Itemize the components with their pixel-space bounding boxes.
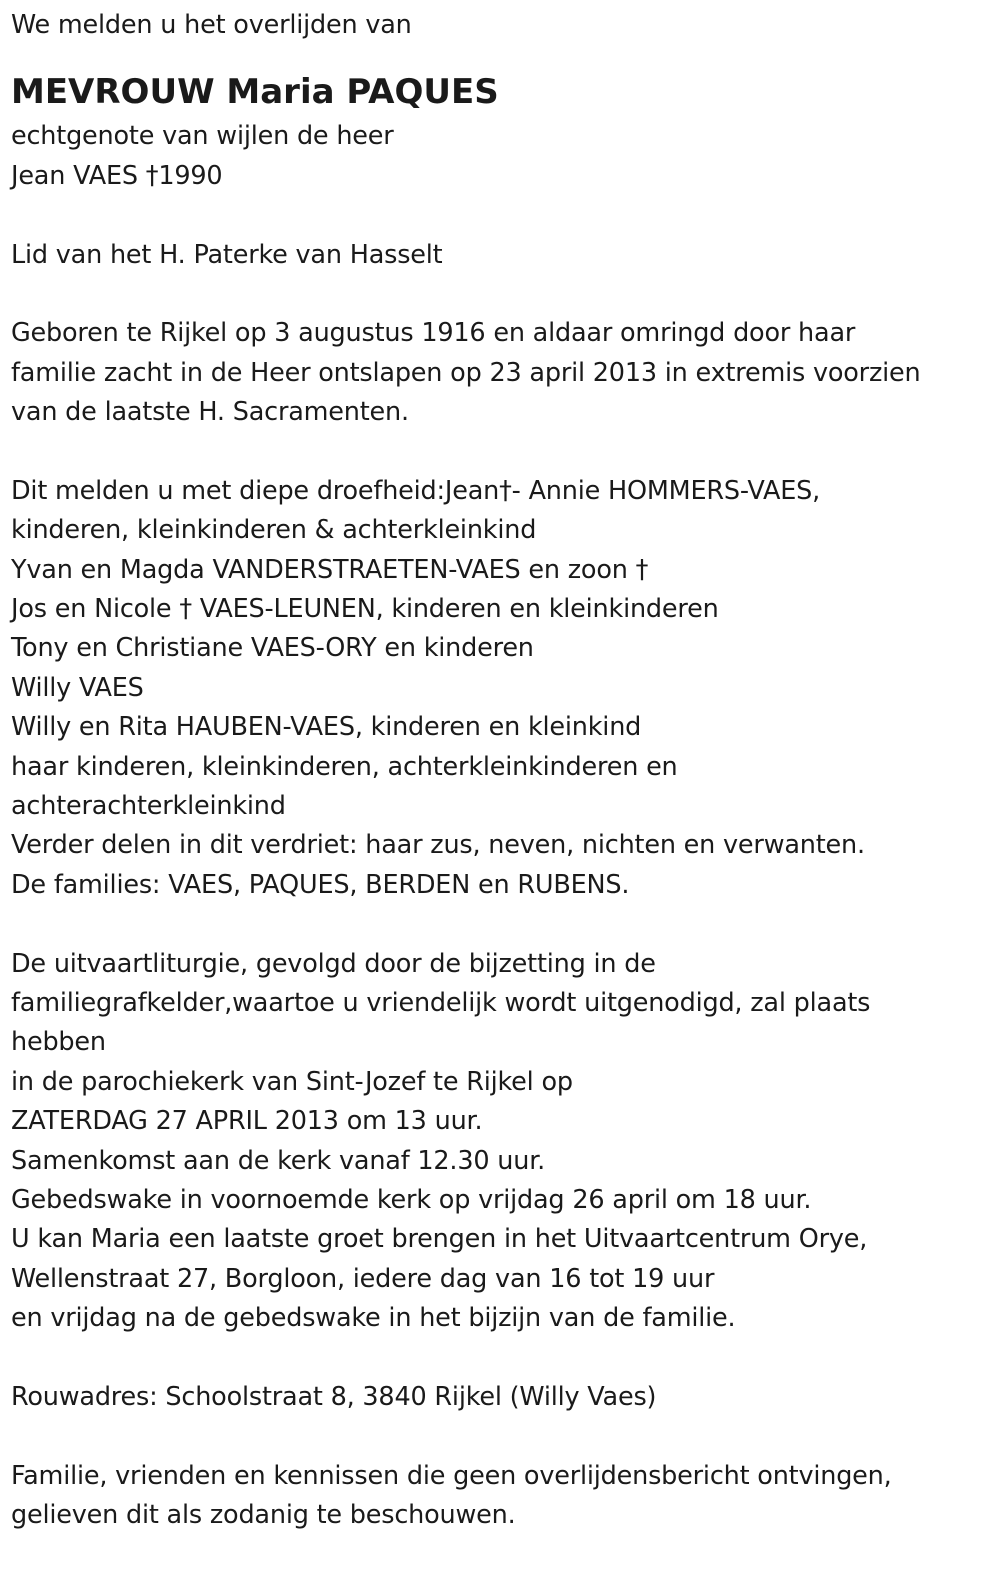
closing-line: gelieven dit als zodanig te beschouwen. <box>11 1500 516 1531</box>
funeral-line: en vrijdag na de gebedswake in het bijzijn van de familie. <box>11 1303 736 1334</box>
birth-death-line: van de laatste H. Sacramenten. <box>11 397 409 428</box>
paragraph-gap <box>11 275 991 314</box>
funeral-line: ZATERDAG 27 APRIL 2013 om 13 uur. <box>11 1106 483 1137</box>
deceased-name: MEVROUW Maria PAQUES <box>11 72 499 113</box>
paragraph-gap <box>11 1417 991 1456</box>
family-line: Dit melden u met diepe droefheid:Jean†- Annie HOMMERS-VAES, <box>11 475 821 506</box>
funeral-line: familiegrafkelder,waartoe u vriendelijk wordt uitgenodigd, zal plaats <box>11 987 871 1018</box>
funeral-line: De uitvaartliturgie, gevolgd door de bijzetting in de <box>11 948 656 979</box>
paragraph-gap <box>11 905 991 944</box>
family-line: Willy VAES <box>11 672 144 703</box>
family-line: Yvan en Magda VANDERSTRAETEN-VAES en zoon † <box>11 554 649 585</box>
family-line: Verder delen in dit verdriet: haar zus, neven, nichten en verwanten. <box>11 830 865 861</box>
family-line: kinderen, kleinkinderen & achterkleinkind <box>11 515 537 546</box>
family-line: Tony en Christiane VAES-ORY en kinderen <box>11 633 534 664</box>
mourning-address: Rouwadres: Schoolstraat 8, 3840 Rijkel (Willy Vaes) <box>11 1381 657 1412</box>
paragraph-gap <box>11 196 991 235</box>
paragraph-gap <box>11 1339 991 1378</box>
family-line: De families: VAES, PAQUES, BERDEN en RUBENS. <box>11 869 630 900</box>
funeral-line: Gebedswake in voornoemde kerk op vrijdag 26 april om 18 uur. <box>11 1184 812 1215</box>
closing-line: Familie, vrienden en kennissen die geen overlijdensbericht ontvingen, <box>11 1460 892 1491</box>
family-line: Willy en Rita HAUBEN-VAES, kinderen en kleinkind <box>11 712 642 743</box>
funeral-line: U kan Maria een laatste groet brengen in het Uitvaartcentrum Orye, <box>11 1224 868 1255</box>
family-line: Jos en Nicole † VAES-LEUNEN, kinderen en kleinkinderen <box>11 594 719 625</box>
family-line: haar kinderen, kleinkinderen, achterkleinkinderen en <box>11 751 678 782</box>
death-notice <box>11 6 991 1535</box>
family-line: achterachterkleinkind <box>11 791 286 822</box>
birth-death-line: familie zacht in de Heer ontslapen op 23 april 2013 in extremis voorzien <box>11 357 921 388</box>
funeral-line: in de parochiekerk van Sint-Jozef te Rijkel op <box>11 1066 573 1097</box>
funeral-line: Wellenstraat 27, Borgloon, iedere dag van 16 tot 19 uur <box>11 1263 715 1294</box>
spouse-line: Jean VAES †1990 <box>11 160 223 191</box>
paragraph-gap <box>11 433 991 472</box>
funeral-line: hebben <box>11 1027 106 1058</box>
membership-text: Lid van het H. Paterke van Hasselt <box>11 239 443 270</box>
birth-death-line: Geboren te Rijkel op 3 augustus 1916 en aldaar omringd door haar <box>11 318 856 349</box>
intro-text: We melden u het overlijden van <box>11 10 412 40</box>
funeral-line: Samenkomst aan de kerk vanaf 12.30 uur. <box>11 1145 546 1176</box>
spouse-line: echtgenote van wijlen de heer <box>11 121 394 152</box>
